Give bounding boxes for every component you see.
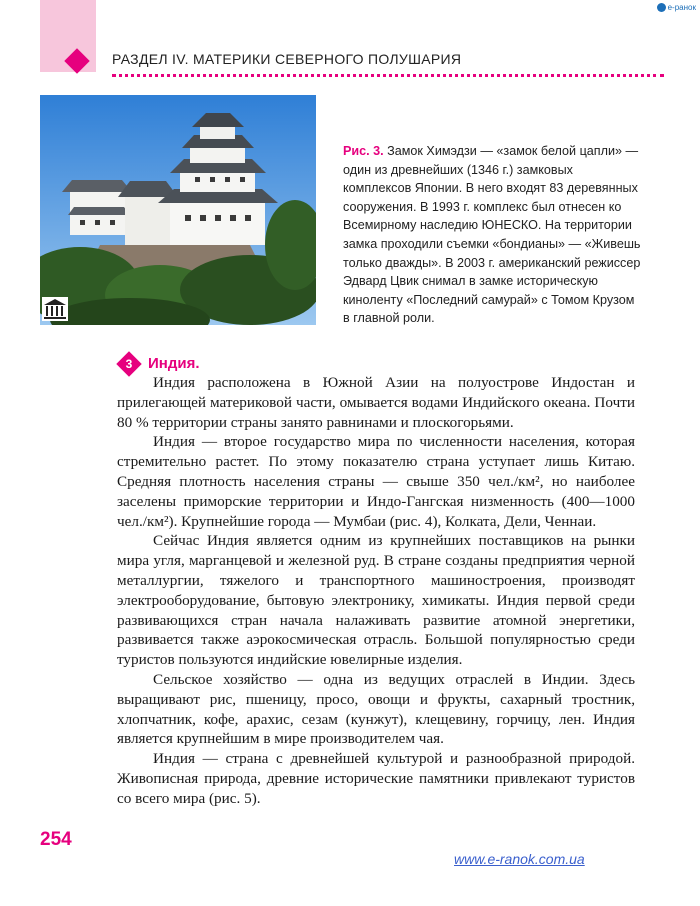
paragraph: Сейчас Индия является одним из крупнейших поставщиков на рынки мира угля, марганцевой и железной руд. В стране созданы предприятия черной металлургии, тяжелого и транспортного машиностроения, производят электрооборудование, бытовую электронику, химикаты. Индия первой среди развивающихся стран начала налаживать развитие атомной энергетики, развивается также аэрокосмическая отрасль. Большой популярностью среди туристов пользуются индийские ювелирные изделия.	[117, 532, 635, 669]
paragraph: Сельское хозяйство — одна из ведущих отраслей в Индии. Здесь выращивают рис, пшеницу, просо, овощи и фрукты, сахарный тростник, хлопчатник, кофе, арахис, сезам (кунжут), клещевину, горчицу, лен. Индия является крупнейшим в мире производителем чая.	[117, 670, 635, 748]
paragraph: Индия — второе государство мира по численности населения, которая стремительно растет. По этому показателю страна уступает лишь Китаю. Средняя плотность населения страны — свыше 350 чел./км², но наиболее заселены приморские территории и Индо-Гангская низменность (400—1000 чел./км²). Крупнейшие города — Мумбаи (рис. 4), Колката, Дели, Ченнаи.	[117, 433, 635, 530]
figure-caption-label: Рис. 3.	[343, 144, 384, 158]
paragraph: Индия — страна с древнейшей культурой и разнообразной природой. Живописная природа, древние исторические памятники привлекают туристов со всего мира (рис. 5).	[117, 750, 635, 807]
body-text	[117, 373, 635, 809]
figure-caption-text: Замок Химэдзи — «замок белой цапли» — один из древнейших (1346 г.) замковых комплексов Японии. В него входят 83 деревянных сооружения. В 1993 г. комплекс был отнесен ко Всемирному наследию ЮНЕСКО. На территории замка проходили съемки «бондианы» — «Живешь только дважды». В 2003 г. американский режиссер Эдвард Цвик снимал в замке историческую киноленту «Последний самурай» с Томом Крузом в главной роли.	[343, 144, 641, 326]
header-divider	[112, 74, 664, 77]
himeji-castle-photo	[40, 95, 316, 325]
section-title: РАЗДЕЛ IV. МАТЕРИКИ СЕВЕРНОГО ПОЛУШАРИЯ	[112, 51, 462, 67]
publisher-url-link[interactable]: www.e-ranok.com.ua	[454, 851, 585, 867]
page-number: 254	[40, 829, 72, 850]
logo-icon	[657, 3, 666, 12]
section-number: 3	[125, 357, 133, 371]
logo-text: e-ранок	[667, 3, 696, 12]
figure-caption	[343, 142, 643, 328]
publisher-logo	[657, 3, 696, 12]
paragraph: Индия расположена в Южной Азии на полуострове Индостан и прилегающей материковой части, омывается водами Индийского океана. Почти 80 % территории страны занято равнинами и плоскогорьями.	[117, 374, 635, 431]
section-heading: Индия.	[148, 355, 200, 372]
section-number-badge	[120, 355, 138, 373]
castle-illustration	[40, 95, 316, 325]
